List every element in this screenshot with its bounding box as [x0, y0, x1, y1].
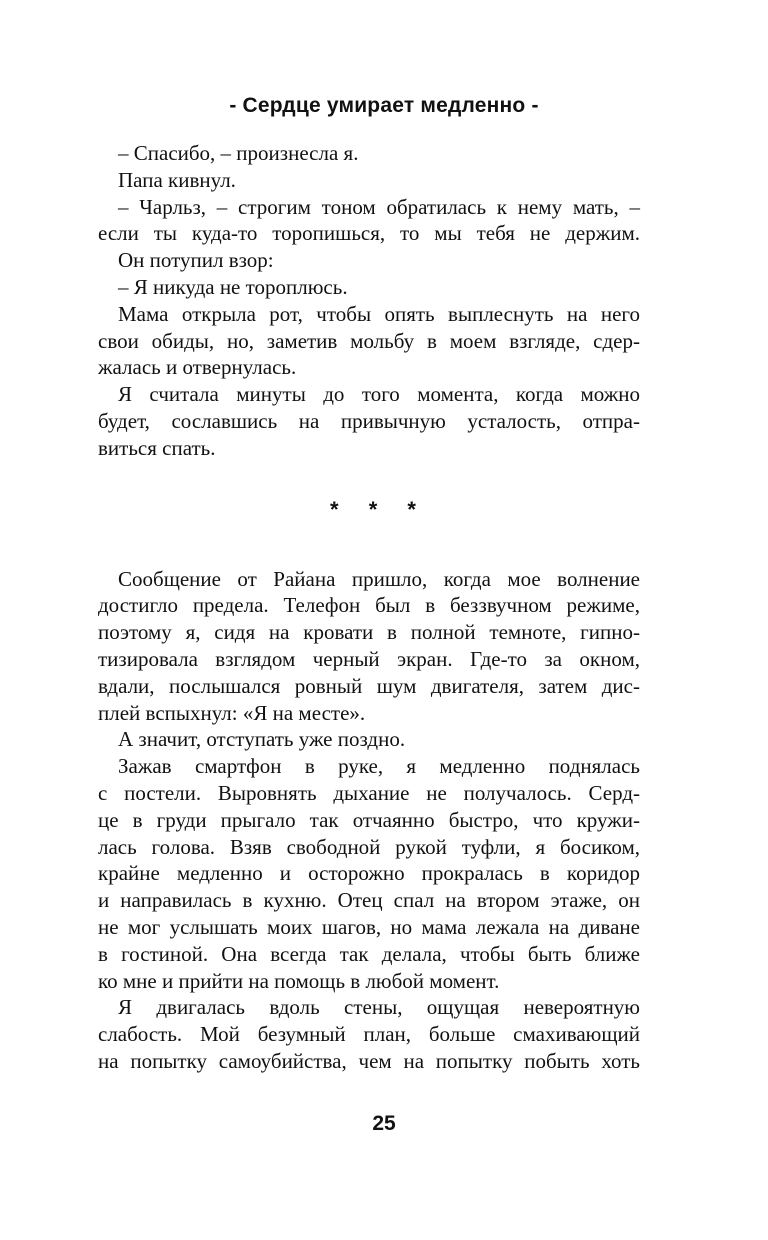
text-line: Сообщение от Райана пришло, когда мое волнение — [118, 566, 640, 591]
text-line: вдали, послышался ровный шум двигателя, затем дис- — [98, 673, 640, 698]
text-line: виться спать. — [98, 435, 216, 460]
page-number: 25 — [372, 1112, 396, 1135]
text-line: с постели. Выровнять дыхание не получалось. Серд- — [98, 780, 640, 805]
text-line: и направилась в кухню. Отец спал на втором этаже, он — [98, 888, 640, 913]
running-header: - Сердце умирает медленно - — [229, 94, 539, 117]
text-line: слабость. Мой безумный план, больше смахивающий — [98, 1022, 640, 1047]
text-line: Мама открыла рот, чтобы опять выплеснуть на него — [118, 301, 640, 326]
section-separator: * * * — [330, 496, 428, 522]
text-line: Я двигалась вдоль стены, ощущая невероятную — [118, 995, 640, 1020]
text-line: – Спасибо, – произнесла я. — [118, 141, 359, 165]
text-line: не мог услышать моих шагов, но мама лежала на диване — [98, 914, 640, 939]
text-line: на попытку самоубийства, чем на попытку побыть хоть — [98, 1048, 640, 1073]
text-line: – Чарльз, – строгим тоном обратилась к нему мать, – — [118, 194, 640, 219]
text-line: Зажав смартфон в руке, я медленно поднялась — [118, 754, 640, 779]
text-line: тизировала взглядом черный экран. Где-то за окном, — [98, 646, 640, 671]
text-line: плей вспыхнул: «Я на месте». — [98, 700, 366, 725]
text-line: поэтому я, сидя на кровати в полной темноте, гипно- — [98, 620, 640, 645]
text-line: Папа кивнул. — [118, 167, 236, 192]
text-line: в гостиной. Она всегда так делала, чтобы быть ближе — [98, 941, 640, 966]
body-text — [98, 140, 640, 1075]
text-line: если ты куда-то торопишься, то мы тебя не держим. — [98, 221, 640, 246]
text-line: Я считала минуты до того момента, когда можно — [118, 382, 640, 407]
text-line: Он потупил взор: — [118, 248, 274, 273]
text-line: достигло предела. Телефон был в беззвучном режиме, — [98, 593, 640, 618]
text-line: ко мне и прийти на помощь в любой момент. — [98, 968, 500, 993]
text-line: жалась и отвернулась. — [98, 355, 297, 380]
section-break — [118, 462, 640, 566]
text-line: свои обиды, но, заметив мольбу в моем взгляде, сдер- — [98, 328, 640, 353]
text-line: – Я никуда не тороплюсь. — [118, 274, 348, 299]
text-line: А значит, отступать уже поздно. — [118, 727, 406, 752]
text-line: будет, сославшись на привычную усталость, отпра- — [98, 408, 640, 433]
text-line: крайне медленно и осторожно прокралась в коридор — [98, 861, 640, 886]
text-line: лась голова. Взяв свободной рукой туфли, я босиком, — [98, 834, 640, 859]
text-line: це в груди прыгало так отчаянно быстро, что кружи- — [98, 807, 640, 832]
